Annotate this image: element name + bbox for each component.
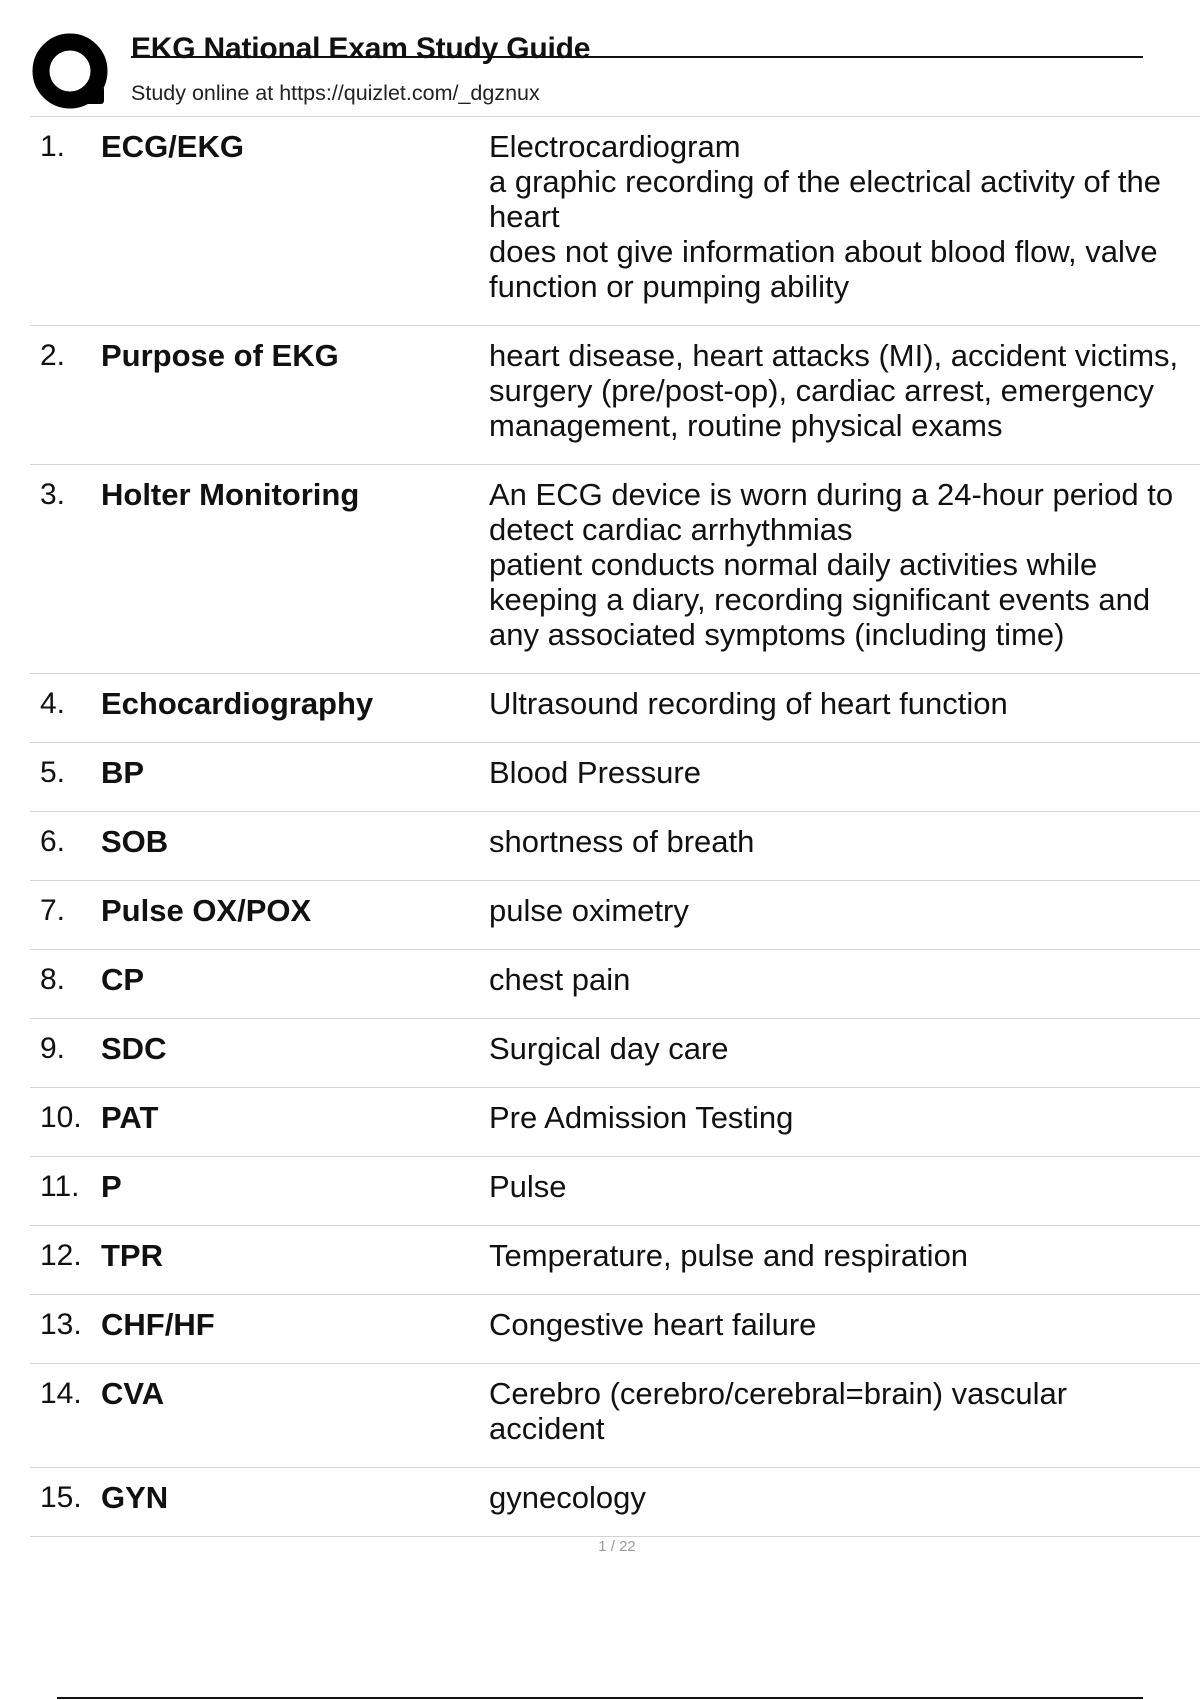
card-definition bbox=[489, 1031, 1200, 1066]
page-number: 1 / 22 bbox=[598, 1538, 636, 1555]
card-definition bbox=[489, 824, 1200, 859]
definition-line: chest pain bbox=[489, 962, 631, 997]
flashcard-row bbox=[30, 881, 1200, 950]
definition-line: Congestive heart failure bbox=[489, 1307, 817, 1342]
card-number: 2. bbox=[40, 339, 66, 372]
card-term: SOB bbox=[101, 824, 169, 859]
definition-line: Electrocardiogram bbox=[489, 129, 741, 164]
card-number: 3. bbox=[40, 478, 66, 511]
bottom-divider bbox=[57, 1697, 1143, 1699]
card-definition bbox=[489, 962, 1200, 997]
card-number: 5. bbox=[40, 756, 66, 789]
card-definition bbox=[489, 477, 1200, 652]
study-online-link[interactable]: Study online at https://quizlet.com/_dgznux bbox=[131, 81, 540, 105]
definition-line: Ultrasound recording of heart function bbox=[489, 686, 1008, 721]
card-definition bbox=[489, 893, 1200, 928]
definition-line: Temperature, pulse and respiration bbox=[489, 1238, 969, 1273]
definition-line: Pulse bbox=[489, 1169, 567, 1204]
definition-line: An ECG device is worn during a 24-hour period to detect cardiac arrhythmias bbox=[489, 477, 1174, 547]
card-number: 13. bbox=[40, 1308, 82, 1341]
definition-line: Blood Pressure bbox=[489, 755, 701, 790]
card-number: 8. bbox=[40, 963, 66, 996]
quizlet-q-logo-icon bbox=[32, 32, 112, 112]
definition-line: heart disease, heart attacks (MI), accident victims, surgery (pre/post-op), cardiac arrest, emergency management, routine physical exams bbox=[489, 338, 1179, 443]
flashcard-row bbox=[30, 1088, 1200, 1157]
card-number: 12. bbox=[40, 1239, 82, 1272]
card-number: 4. bbox=[40, 687, 66, 720]
card-number: 9. bbox=[40, 1032, 66, 1065]
flashcard-row bbox=[30, 1226, 1200, 1295]
card-term: GYN bbox=[101, 1480, 169, 1515]
definition-line: a graphic recording of the electrical activity of the heart bbox=[489, 164, 1162, 234]
card-definition bbox=[489, 755, 1200, 790]
definition-line: does not give information about blood flow, valve function or pumping ability bbox=[489, 234, 1158, 304]
page-title: EKG National Exam Study Guide bbox=[131, 32, 591, 65]
card-term: CHF/HF bbox=[101, 1307, 215, 1342]
definition-line: patient conducts normal daily activities while keeping a diary, recording significant events and any associated symptoms (including time) bbox=[489, 547, 1151, 652]
card-number: 11. bbox=[40, 1170, 80, 1203]
flashcard-list bbox=[30, 116, 1200, 1537]
definition-line: Pre Admission Testing bbox=[489, 1100, 794, 1135]
card-definition bbox=[489, 338, 1200, 443]
card-term: CVA bbox=[101, 1376, 165, 1411]
card-term: Purpose of EKG bbox=[101, 338, 339, 373]
card-definition bbox=[489, 1169, 1200, 1204]
card-number: 15. bbox=[40, 1481, 82, 1514]
flashcard-row bbox=[30, 1364, 1200, 1468]
card-term: TPR bbox=[101, 1238, 163, 1273]
flashcard-row bbox=[30, 1019, 1200, 1088]
definition-line: gynecology bbox=[489, 1480, 646, 1515]
card-number: 7. bbox=[40, 894, 66, 927]
card-term: SDC bbox=[101, 1031, 167, 1066]
card-term: BP bbox=[101, 755, 145, 790]
flashcard-row bbox=[30, 1468, 1200, 1537]
card-term: ECG/EKG bbox=[101, 129, 244, 164]
flashcard-row bbox=[30, 465, 1200, 674]
card-definition bbox=[489, 1238, 1200, 1273]
card-definition bbox=[489, 686, 1200, 721]
flashcard-row bbox=[30, 812, 1200, 881]
card-number: 6. bbox=[40, 825, 66, 858]
card-definition bbox=[489, 1376, 1200, 1446]
flashcard-row bbox=[30, 743, 1200, 812]
definition-line: shortness of breath bbox=[489, 824, 755, 859]
flashcard-row bbox=[30, 674, 1200, 743]
definition-line: Surgical day care bbox=[489, 1031, 729, 1066]
card-definition bbox=[489, 1100, 1200, 1135]
definition-line: pulse oximetry bbox=[489, 893, 689, 928]
flashcard-row bbox=[30, 1295, 1200, 1364]
card-definition bbox=[489, 129, 1200, 304]
card-definition bbox=[489, 1307, 1200, 1342]
title-underline bbox=[131, 56, 1143, 58]
card-number: 10. bbox=[40, 1101, 82, 1134]
card-definition bbox=[489, 1480, 1200, 1515]
flashcard-row bbox=[30, 326, 1200, 465]
card-term: CP bbox=[101, 962, 145, 997]
card-term: PAT bbox=[101, 1100, 159, 1135]
card-number: 1. bbox=[40, 130, 66, 163]
flashcard-row bbox=[30, 950, 1200, 1019]
card-number: 14. bbox=[40, 1377, 82, 1410]
card-term: Pulse OX/POX bbox=[101, 893, 312, 928]
card-term: Holter Monitoring bbox=[101, 477, 360, 512]
definition-line: Cerebro (cerebro/cerebral=brain) vascular accident bbox=[489, 1376, 1068, 1446]
card-term: P bbox=[101, 1169, 122, 1204]
flashcard-row bbox=[30, 1157, 1200, 1226]
flashcard-row bbox=[30, 117, 1200, 326]
card-term: Echocardiography bbox=[101, 686, 374, 721]
